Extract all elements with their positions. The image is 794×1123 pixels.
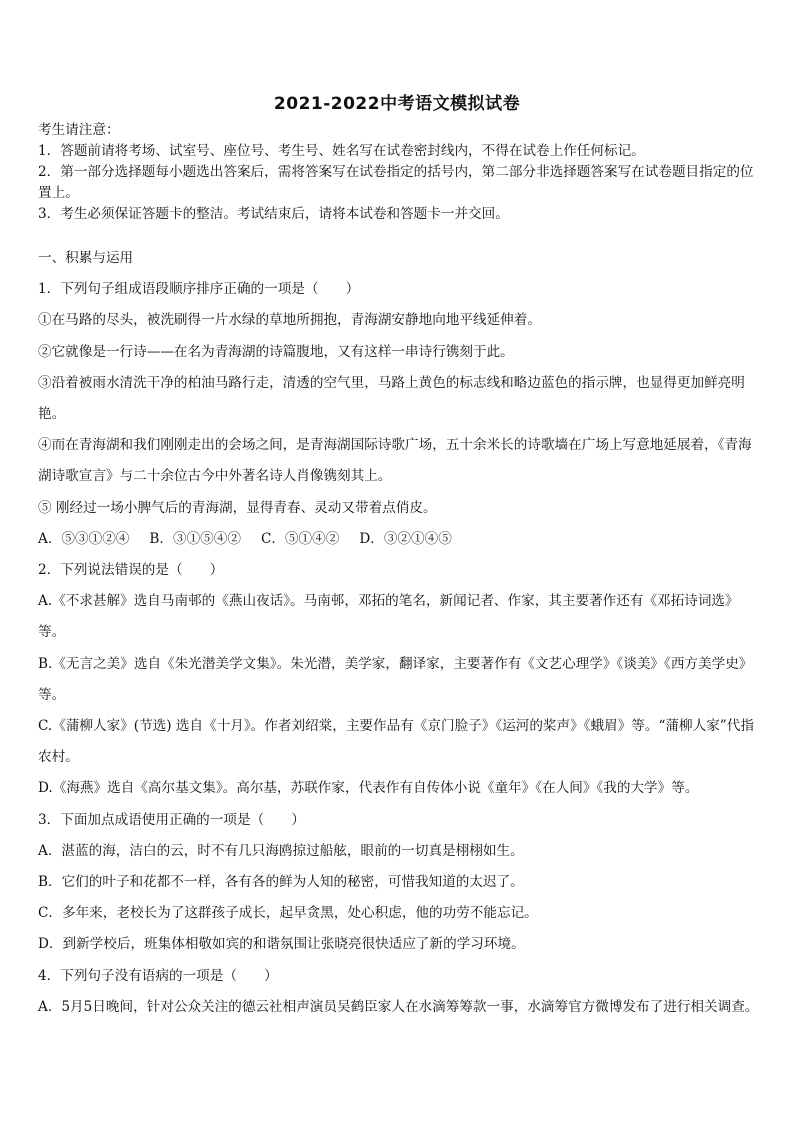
option: D．③②①④⑤ (359, 530, 452, 547)
q1-sentence: ③沿着被雨水清洗干净的柏油马路行走，清透的空气里，马路上黄色的标志线和略边蓝色的指示牌，也显得更加鲜亮明艳。 (38, 374, 745, 423)
notice-item: 1．答题前请将考场、试室号、座位号、考生号、姓名写在试卷密封线内，不得在试卷上作任何标记。 (38, 143, 645, 159)
q1-sentence: ①在马路的尽头，被洗刷得一片水绿的草地所拥抱，青海湖安静地向地平线延伸着。 (38, 312, 541, 329)
option: C．⑤①④② (260, 530, 340, 547)
notice-item: 3．考生必须保证答题卡的整洁。考试结束后，请将本试卷和答题卡一并交回。 (38, 206, 509, 222)
question-stem: 3．下面加点成语使用正确的一项是（ ） (38, 811, 305, 828)
option: B．它们的叶子和花都不一样，各有各的鲜为人知的秘密，可惜我知道的太迟了。 (38, 874, 524, 891)
notice-item: 2．第一部分选择题每小题选出答案后，需将答案写在试卷指定的括号内，第二部分非选择题答案写在试卷题目指定的位置上。 (38, 164, 754, 201)
option: C.《蒲柳人家》(节选) 选自《十月》。作者刘绍棠，主要作品有《京门脸子》《运河的桨声》《蛾眉》等。“蒲柳人家”代指农村。 (38, 718, 754, 766)
option: A．5月5日晚间，针对公众关注的德云社相声演员吴鹤臣家人在水滴筹筹款一事，水滴筹官方微博发布了进行相关调查。 (38, 998, 759, 1015)
notice-heading: 考生请注意： (38, 122, 120, 138)
option: D.《海燕》选自《高尔基文集》。高尔基，苏联作家，代表作有自传体小说《童年》《在人间》《我的大学》等。 (38, 780, 699, 797)
notice-block (38, 120, 760, 225)
question-stem: 4．下列句子没有语病的一项是（ ） (38, 967, 278, 984)
questions-block (38, 243, 760, 1023)
option: B．③①⑤④② (149, 530, 241, 547)
option: A．⑤③①②④ (38, 530, 130, 547)
q1-sentence: ②它就像是一行诗——在名为青海湖的诗篇腹地，又有这样一串诗行镌刻于此。 (38, 343, 514, 360)
option: C．多年来，老校长为了这群孩子成长，起早贪黑，处心积虑，他的功劳不能忘记。 (38, 905, 538, 922)
q1-options (38, 524, 760, 555)
section-heading: 一、积累与运用 (38, 250, 134, 266)
page-title: 2021-2022中考语文模拟试卷 (273, 94, 521, 114)
question-stem: 1．下列句子组成语段顺序排序正确的一项是（ ） (38, 281, 360, 298)
q1-sentence: ⑤ 刚经过一场小脾气后的青海湖，显得青春、灵动又带着点俏皮。 (38, 499, 437, 516)
q1-sentence: ④而在青海湖和我们刚刚走出的会场之间，是青海湖国际诗歌广场，五十余米长的诗歌墙在广场上写意地延展着，《青海湖诗歌宣言》与二十余位古今中外著名诗人肖像镌刻其上。 (38, 437, 752, 485)
question-stem: 2．下列说法错误的是（ ） (38, 562, 224, 579)
option: A．湛蓝的海，洁白的云，时不有几只海鸥掠过船舷，眼前的一切真是栩栩如生。 (38, 842, 524, 859)
option: B.《无言之美》选自《朱光潜美学文集》。朱光潜，美学家，翻译家，主要著作有《文艺心理学》《谈美》《西方美学史》等。 (38, 655, 753, 703)
option: A.《不求甚解》选自马南邨的《燕山夜话》。马南邨，邓拓的笔名，新闻记者、作家，其主要著作还有《邓拓诗词选》等。 (38, 593, 739, 641)
option: D．到新学校后，班集体相敬如宾的和谐氛围让张晓亮很快适应了新的学习环境。 (38, 936, 525, 953)
